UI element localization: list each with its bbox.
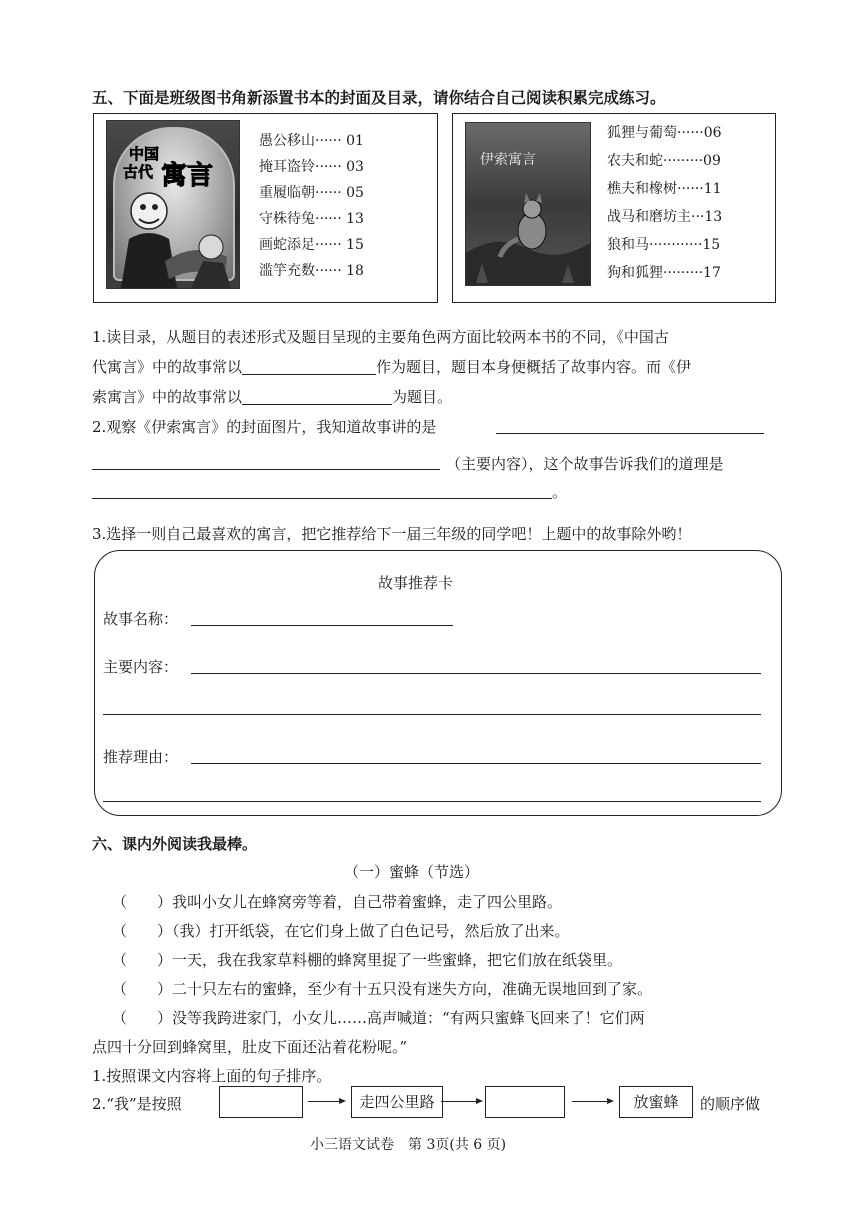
book-panel-ancient-fables [93, 113, 438, 303]
sentence-item: （ ）没等我跨进家门，小女儿……高声喊道：“有两只蜜蜂飞回来了！它们两 [112, 1009, 645, 1027]
sentence-item: （ ）二十只左右的蜜蜂，至少有十五只没有迷失方向，准确无误地回到了家。 [112, 980, 653, 998]
toc-item: 狐狸与葡萄······06 [607, 125, 722, 141]
cover-title-big: 寓言 [161, 161, 214, 191]
answer-line[interactable] [496, 433, 764, 434]
sentence-item: （ ）一天，我在我家草料棚的蜂窝里捉了一些蜜蜂，把它们放在纸袋里。 [112, 951, 623, 969]
arrow-right-icon [308, 1101, 344, 1102]
cover-title: 伊索寓言 [480, 152, 536, 168]
fox-illustration-icon [466, 183, 590, 285]
toc-item: 守株待兔······ 13 [259, 211, 364, 227]
toc-item: 画蛇添足······ 15 [259, 237, 364, 253]
sentence-item: （ ）我叫小女儿在蜂窝旁等着，自己带着蜜蜂，走了四公里路。 [112, 893, 563, 911]
section6-q2-suffix: 的顺序做 [700, 1095, 761, 1113]
cover-title-line1: 中国 [129, 145, 160, 163]
section6-q2-prefix: 2.“我”是按照 [92, 1095, 182, 1113]
flow-answer-box-1[interactable] [219, 1086, 303, 1118]
toc-item: 战马和磨坊主···13 [607, 209, 723, 225]
book-panel-aesop-fables [452, 113, 776, 303]
toc-item: 重履临朝······ 05 [259, 185, 364, 201]
flow-box-walk: 走四公里路 [351, 1086, 443, 1118]
arrow-right-icon [441, 1101, 481, 1102]
flow-answer-box-2[interactable] [485, 1086, 565, 1118]
sentence-item-continued: 点四十分回到蜂窝里，肚皮下面还沾着花粉呢。” [92, 1038, 408, 1056]
answer-line[interactable] [92, 498, 552, 499]
toc-item: 狼和马············15 [607, 237, 721, 253]
passage-title: （一）蜜蜂（节选） [344, 863, 480, 881]
q2-line2: （主要内容），这个故事告诉我们的道理是 [446, 455, 724, 473]
card-reason-label: 推荐理由： [103, 748, 179, 766]
toc-item: 樵夫和橡树······11 [607, 181, 722, 197]
toc-item: 农夫和蛇·········09 [607, 153, 721, 169]
arrow-right-icon [572, 1101, 612, 1102]
page-footer: 小三语文试卷 第 3页(共 6 页) [310, 1137, 507, 1153]
section6-title: 六、课内外阅读我最棒。 [92, 835, 258, 853]
q1-line2: 代寓言》中的故事常以 作为题目，题目本身便概括了故事内容。而《伊 [92, 358, 692, 376]
card-name-label: 故事名称： [103, 610, 179, 628]
cartoon-illustration-icon [107, 181, 239, 288]
book-cover-aesop-fables [465, 122, 591, 286]
story-name-line[interactable] [191, 625, 453, 626]
answer-line[interactable] [92, 469, 440, 470]
answer-blank[interactable] [242, 358, 376, 375]
reason-line[interactable] [191, 763, 761, 764]
story-recommendation-card [94, 550, 782, 816]
q3-text: 3.选择一则自己最喜欢的寓言，把它推荐给下一届三年级的同学吧！上题中的故事除外哟！ [92, 525, 692, 543]
toc-item: 狗和狐狸·········17 [607, 265, 721, 281]
sentence-item: （ ）（我）打开纸袋，在它们身上做了白色记号，然后放了出来。 [112, 922, 570, 940]
book-cover-ancient-fables [106, 120, 240, 289]
reason-line[interactable] [103, 801, 761, 802]
q2-line1: 2.观察《伊索寓言》的封面图片，我知道故事讲的是 [92, 418, 437, 436]
q2-period: 。 [552, 483, 568, 501]
cover-title-line2: 古代 [123, 163, 154, 181]
q1-line1: 1.读目录，从题目的表述形式及题目呈现的主要角色两方面比较两本书的不同，《中国古 [92, 328, 669, 346]
toc-item: 滥竽充数······ 18 [259, 263, 364, 279]
answer-blank[interactable] [242, 388, 392, 405]
card-title: 故事推荐卡 [378, 574, 454, 592]
content-line[interactable] [103, 714, 761, 715]
section5-title: 五、下面是班级图书角新添置书本的封面及目录，请你结合自己阅读积累完成练习。 [92, 88, 666, 107]
content-line[interactable] [191, 673, 761, 674]
flow-box-release-bees: 放蜜蜂 [619, 1086, 693, 1118]
card-content-label: 主要内容： [103, 658, 179, 676]
toc-item: 掩耳盗铃······ 03 [259, 159, 364, 175]
section6-q1: 1.按照课文内容将上面的句子排序。 [92, 1067, 332, 1085]
q1-line3: 索寓言》中的故事常以 为题目。 [92, 388, 453, 406]
toc-item: 愚公移山······ 01 [259, 133, 364, 149]
